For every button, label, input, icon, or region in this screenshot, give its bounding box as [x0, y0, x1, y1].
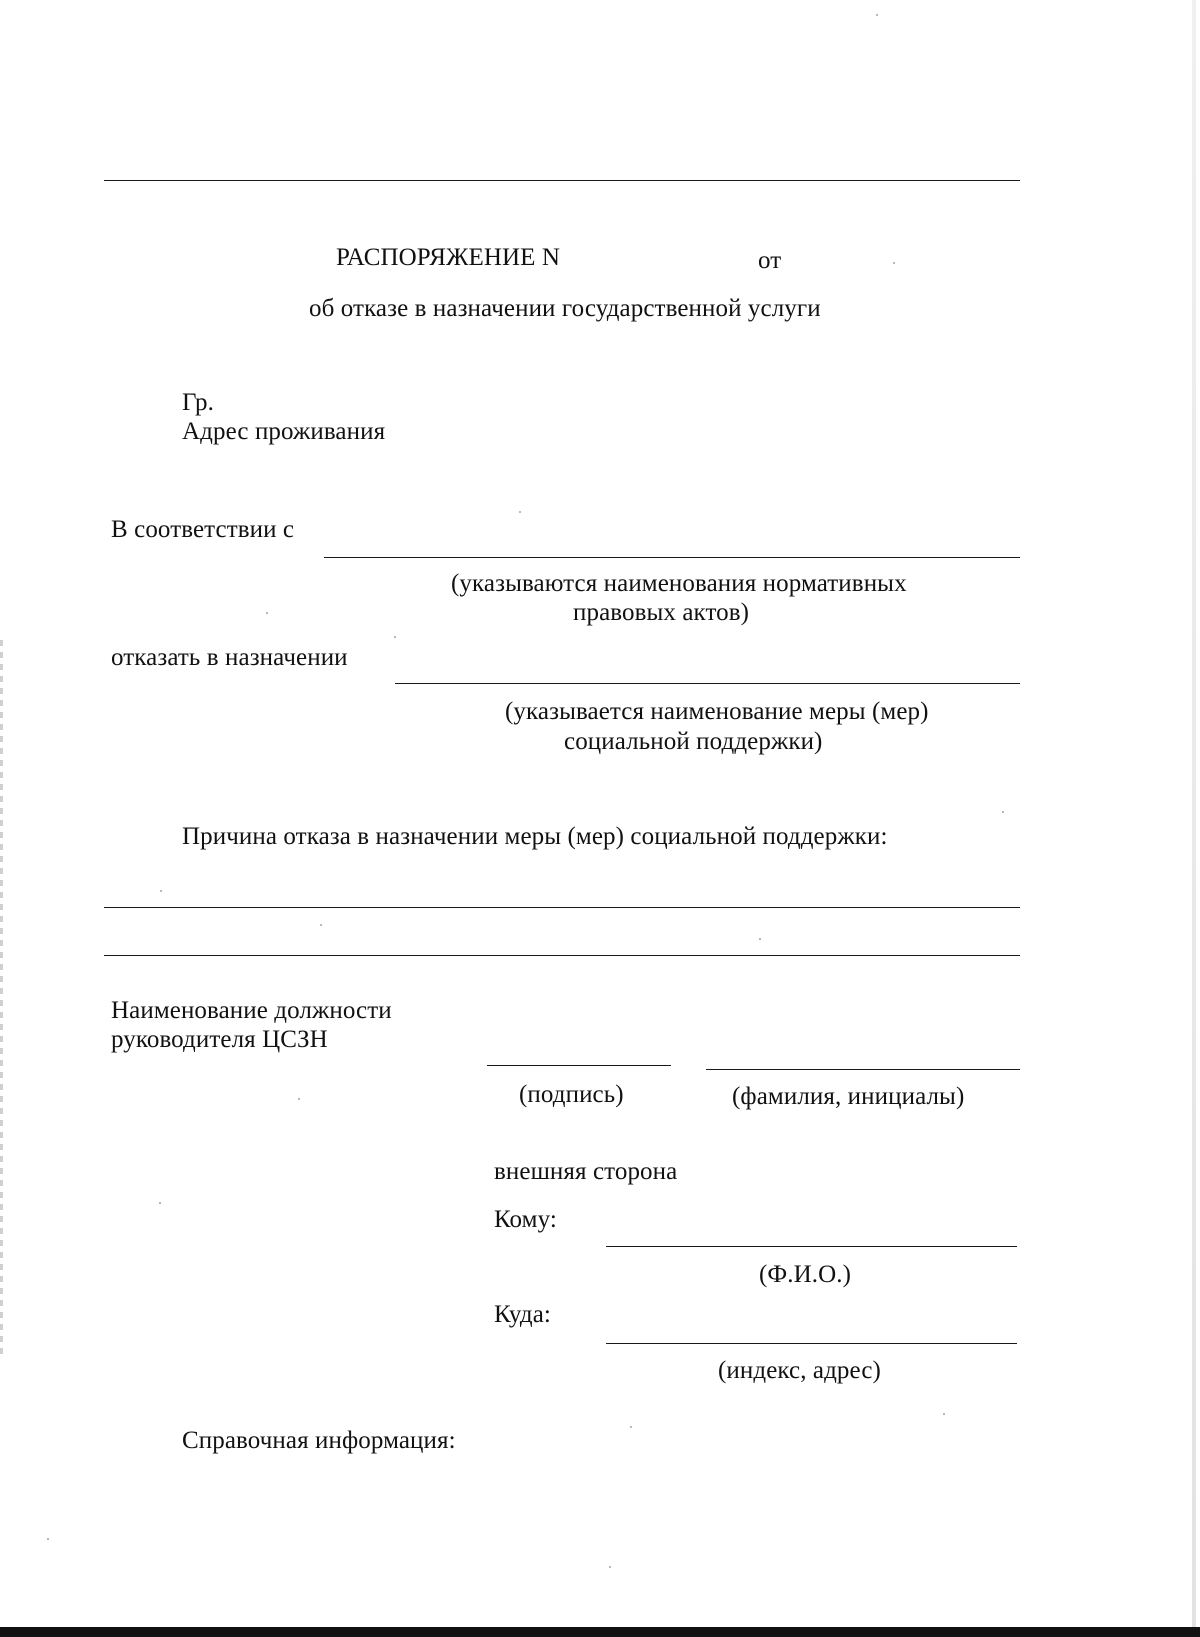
- position-label-line1: Наименование должности: [111, 997, 392, 1024]
- fio-hint: (Ф.И.О.): [759, 1261, 852, 1288]
- scan-speck: [893, 262, 895, 264]
- scan-speck: [266, 612, 268, 614]
- to-whom-label: Кому:: [494, 1206, 557, 1233]
- reference-label: Справочная информация:: [182, 1427, 456, 1454]
- address-hint: (индекс, адрес): [718, 1357, 881, 1384]
- refuse-label: отказать в назначении: [111, 644, 348, 671]
- refuse-fill-line: [395, 683, 1020, 684]
- order-date-prefix: от: [758, 247, 782, 274]
- order-subtitle: об отказе в назначении государственной услуги: [309, 295, 821, 322]
- scan-speck: [519, 511, 521, 513]
- outer-side-label: внешняя сторона: [494, 1158, 678, 1185]
- accordance-label: В соответствии с: [111, 516, 295, 543]
- accordance-hint-line1: (указываются наименования нормативных: [451, 570, 907, 597]
- signature-hint: (подпись): [519, 1081, 624, 1108]
- accordance-hint-line2: правовых актов): [573, 599, 750, 626]
- refuse-hint-line2: социальной поддержки): [564, 728, 823, 755]
- order-title: РАСПОРЯЖЕНИЕ N: [336, 244, 561, 271]
- scan-speck: [1002, 811, 1004, 813]
- scan-speck: [159, 1202, 161, 1204]
- scan-speck: [943, 1413, 945, 1415]
- name-fill-line: [706, 1069, 1020, 1070]
- scan-bottom-edge: [0, 1627, 1200, 1637]
- scan-speck: [876, 14, 878, 16]
- scan-speck: [320, 924, 322, 926]
- address-label: Адрес проживания: [182, 418, 386, 445]
- header-rule: [104, 180, 1020, 181]
- reason-fill-line-1: [104, 907, 1020, 908]
- scan-speck: [394, 636, 396, 638]
- name-hint: (фамилия, инициалы): [732, 1083, 965, 1110]
- where-fill-line: [606, 1343, 1017, 1344]
- accordance-fill-line: [324, 557, 1020, 558]
- scan-speck: [47, 1538, 49, 1540]
- scan-speck: [609, 1566, 611, 1568]
- reason-label: Причина отказа в назначении меры (мер) социальной поддержки:: [182, 823, 888, 850]
- scan-speck: [298, 1098, 300, 1100]
- scan-right-edge: [1192, 0, 1196, 1637]
- signature-fill-line: [487, 1065, 671, 1066]
- refuse-hint-line1: (указывается наименование меры (мер): [505, 698, 929, 725]
- reason-fill-line-2: [104, 955, 1020, 956]
- where-label: Куда:: [494, 1301, 551, 1328]
- scan-speck: [630, 1426, 632, 1428]
- to-whom-fill-line: [606, 1246, 1017, 1247]
- scan-speck: [160, 890, 162, 892]
- scan-speck: [759, 938, 761, 940]
- position-label-line2: руководителя ЦСЗН: [111, 1026, 328, 1053]
- citizen-label: Гр.: [182, 389, 214, 416]
- scan-left-edge: [0, 640, 3, 1360]
